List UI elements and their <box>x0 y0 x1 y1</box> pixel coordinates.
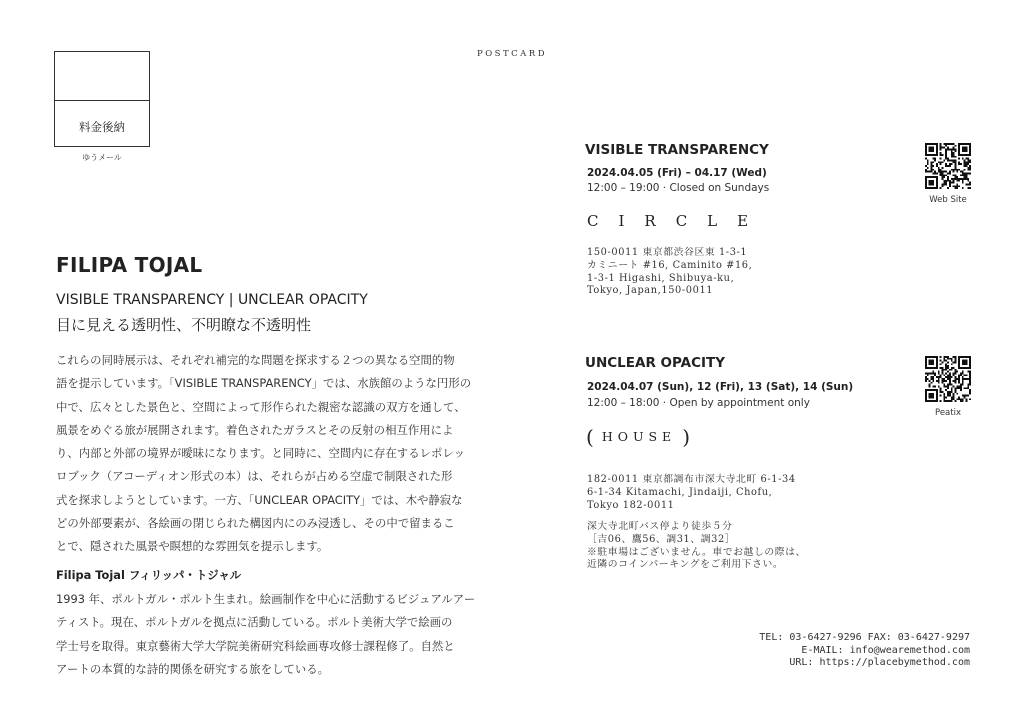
description-line: 中で、広々とした景色と、空間によって形作られた親密な認識の双方を通して、 <box>56 399 466 414</box>
address-line: 1-3-1 Higashi, Shibuya-ku, <box>587 272 735 284</box>
postcard-label: POSTCARD <box>476 49 548 59</box>
venue-house-logo <box>586 425 690 449</box>
stamp-caption: ゆうメール <box>82 153 122 162</box>
description-line: 風景をめぐる旅が展開されます。着色されたガラスとその反射の相互作用によ <box>56 422 454 437</box>
address-line: 182-0011 東京都調布市深大寺北町 6-1-34 <box>587 474 796 485</box>
exhibition1-hours: 12:00 – 19:00 · Closed on Sundays <box>587 182 770 194</box>
description-line: とで、隠された風景や瞑想的な雰囲気を提示します。 <box>56 539 329 554</box>
qr-code-website[interactable] <box>925 143 971 189</box>
description-line: どの外部要素が、各絵画の閉じられた構図内にのみ浸透し、その中で留まるこ <box>56 516 455 531</box>
access-line: 深大寺北町バス停より徒歩５分 <box>587 521 733 532</box>
exhibition2-address <box>587 474 796 512</box>
qr-label-website: Web Site <box>929 195 967 205</box>
contact-info <box>759 632 970 670</box>
address-line: 150-0011 東京都渋谷区東 1-3-1 <box>587 247 748 258</box>
venue-house-paren-close: ) <box>682 425 690 449</box>
address-line: 6-1-34 Kitamachi, Jindaiji, Chofu, <box>587 486 773 498</box>
description-line: ロブック（アコーディオン形式の本）は、それらが占める空虚で制限された形 <box>56 469 453 484</box>
exhibition2-dates: 2024.04.07 (Sun), 12 (Fri), 13 (Sat), 14 (Sun) <box>587 381 854 393</box>
contact-tel-fax: TEL: 03-6427-9296 FAX: 03-6427-9297 <box>759 632 970 643</box>
venue-house-name: HOUSE <box>601 429 677 444</box>
description <box>56 349 486 559</box>
bio-line: ティスト。現在、ポルトガルを拠点に活動している。ポルト美術大学で絵画の <box>56 615 453 630</box>
address-line: カミニート #16, Caminito #16, <box>587 259 753 271</box>
exhibition-subtitle-jp: 目に見える透明性、不明瞭な不透明性 <box>56 316 312 334</box>
venue-house-paren-open: ( <box>586 425 594 449</box>
exhibition2-access <box>587 521 806 572</box>
access-line: 近隣のコインパーキングをご利用下さい。 <box>587 559 784 571</box>
stamp-text: 料金後納 <box>79 120 125 134</box>
contact-email: E-MAIL: info@wearemethod.com <box>801 644 970 656</box>
bio-line: 学士号を取得。東京藝術大学大学院美術研究科絵画専攻修士課程修了。自然と <box>56 638 455 653</box>
postage-stamp-box <box>54 51 150 147</box>
exhibition2-hours: 12:00 – 18:00 · Open by appointment only <box>587 397 810 409</box>
exhibition1-address <box>587 247 752 298</box>
access-line: ※駐車場はございません。車でお越しの際は、 <box>587 546 806 558</box>
description-line: 式を探求しようとしています。一方、「UNCLEAR OPACITY」では、木や静寂な <box>56 492 463 507</box>
venue-circle-name: CIRCLE <box>587 212 769 230</box>
contact-url: URL: https://placebymethod.com <box>789 657 970 669</box>
artist-name: FILIPA TOJAL <box>56 253 203 277</box>
exhibition-subtitle-en: VISIBLE TRANSPARENCY | UNCLEAR OPACITY <box>56 292 368 308</box>
description-line: 語を提示しています。「VISIBLE TRANSPARENCY」では、水族館のような円形の <box>56 376 472 391</box>
access-line: ［吉06、鷹56、調31、調32］ <box>587 533 736 545</box>
bio-text <box>56 588 486 681</box>
stamp-divider <box>55 100 149 101</box>
qr-code-peatix[interactable] <box>925 356 971 402</box>
description-line: り、内部と外部の境界が曖昧になります。と同時に、空間内に存在するレポレッ <box>56 446 466 461</box>
bio-line: 1993 年、ポルトガル・ポルト生まれ。絵画制作を中心に活動するビジュアルアー <box>56 592 476 606</box>
exhibition1-title: VISIBLE TRANSPARENCY <box>585 142 769 158</box>
bio-line: アートの本質的な詩的関係を研究する旅をしている。 <box>56 661 330 676</box>
exhibition1-dates: 2024.04.05 (Fri) – 04.17 (Wed) <box>587 167 767 179</box>
exhibition2-title: UNCLEAR OPACITY <box>585 355 726 371</box>
address-line: Tokyo, Japan,150-0011 <box>587 285 714 297</box>
address-line: Tokyo 182-0011 <box>587 499 675 511</box>
qr-label-peatix: Peatix <box>935 408 961 418</box>
bio-heading: Filipa Tojal フィリッパ・トジャル <box>56 568 242 582</box>
description-line: これらの同時展示は、それぞれ補完的な問題を探求する２つの異なる空間的物 <box>56 353 455 367</box>
